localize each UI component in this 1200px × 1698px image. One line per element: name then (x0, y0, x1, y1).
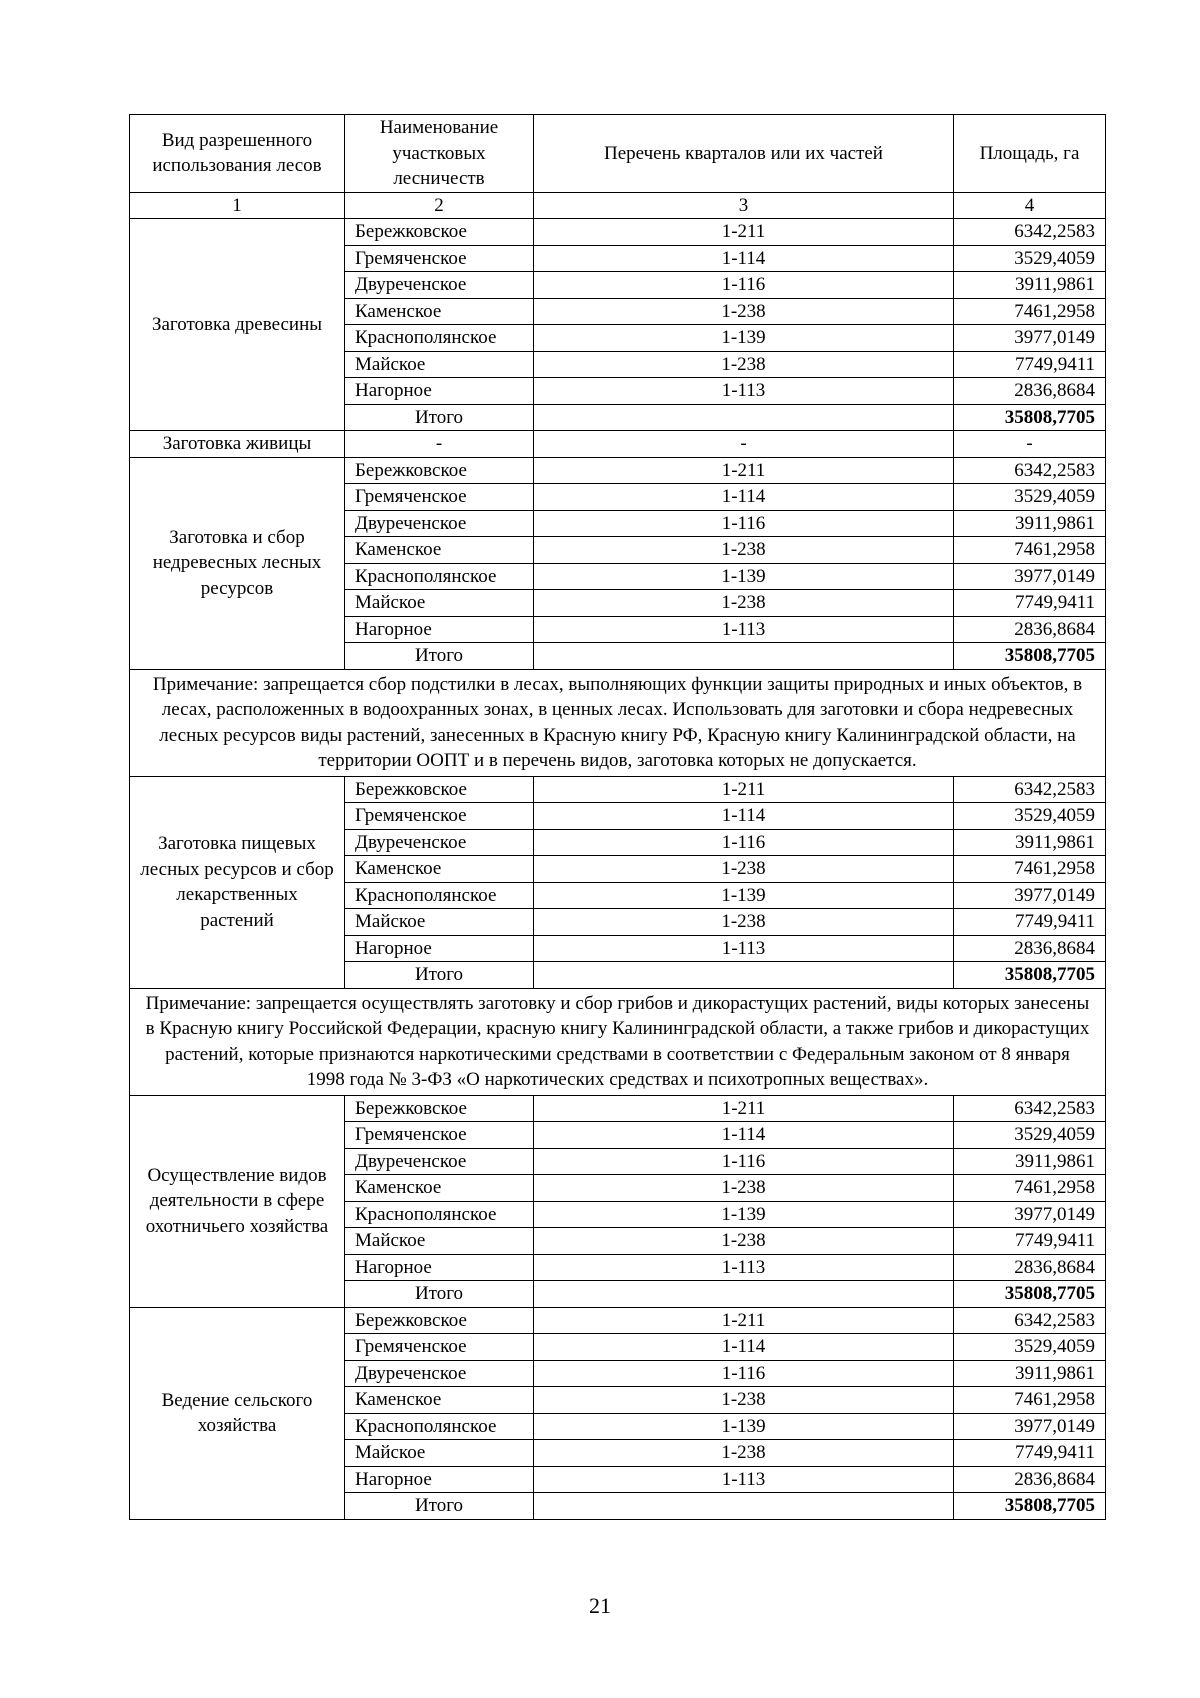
area: 3911,9861 (954, 272, 1106, 299)
forestry-name: Гремяченское (345, 1122, 534, 1149)
quarters: 1-114 (534, 484, 954, 511)
quarters: 1-116 (534, 1148, 954, 1175)
forestry-name: Двуреченское (345, 1148, 534, 1175)
total-label: Итого (345, 962, 534, 989)
quarters: 1-211 (534, 219, 954, 246)
empty-cell (534, 1493, 954, 1520)
quarters: 1-113 (534, 935, 954, 962)
area: 3911,9861 (954, 1148, 1106, 1175)
quarters: 1-113 (534, 378, 954, 405)
land-use-type: Заготовка живицы (130, 431, 345, 458)
land-use-type: Заготовка древесины (130, 219, 345, 431)
area: 2836,8684 (954, 935, 1106, 962)
area: 3529,4059 (954, 245, 1106, 272)
area: 3977,0149 (954, 882, 1106, 909)
quarters: 1-238 (534, 909, 954, 936)
forestry-name: Каменское (345, 856, 534, 883)
quarters: 1-139 (534, 1201, 954, 1228)
table-row (130, 431, 1106, 458)
quarters: 1-114 (534, 803, 954, 830)
quarters: 1-238 (534, 537, 954, 564)
quarters: 1-116 (534, 829, 954, 856)
land-use-type: Ведение сельского хозяйства (130, 1307, 345, 1519)
forestry-name: Каменское (345, 298, 534, 325)
area: 7749,9411 (954, 909, 1106, 936)
forestry-name: Майское (345, 590, 534, 617)
forestry-name: Гремяченское (345, 484, 534, 511)
forestry-name: Майское (345, 1228, 534, 1255)
empty-cell (534, 404, 954, 431)
area: 6342,2583 (954, 1095, 1106, 1122)
area: 3977,0149 (954, 325, 1106, 352)
forestry-name: Каменское (345, 537, 534, 564)
table-row (130, 1095, 1106, 1122)
forestry-name: Краснополянское (345, 325, 534, 352)
table-row (130, 1307, 1106, 1334)
quarters: 1-114 (534, 1334, 954, 1361)
forestry-name: Нагорное (345, 1466, 534, 1493)
column-header: Вид разрешенного использования лесов (130, 115, 345, 193)
area: 2836,8684 (954, 1254, 1106, 1281)
forestry-name: Бережковское (345, 457, 534, 484)
land-use-type: Заготовка и сбор недревесных лесных ресурсов (130, 457, 345, 669)
area: 3529,4059 (954, 484, 1106, 511)
area: 7461,2958 (954, 1387, 1106, 1414)
quarters: 1-238 (534, 856, 954, 883)
area: 6342,2583 (954, 1307, 1106, 1334)
land-use-table (129, 114, 1106, 1520)
quarters: 1-113 (534, 1466, 954, 1493)
empty-cell (534, 643, 954, 670)
quarters: 1-238 (534, 351, 954, 378)
forestry-name: Бережковское (345, 1095, 534, 1122)
column-header: Наименование участковых лесничеств (345, 115, 534, 193)
quarters: 1-238 (534, 1440, 954, 1467)
total-area: 35808,7705 (954, 1493, 1106, 1520)
area: 3529,4059 (954, 1334, 1106, 1361)
forestry-name: Двуреченское (345, 829, 534, 856)
column-number: 1 (130, 192, 345, 219)
area: - (954, 431, 1106, 458)
table-row (130, 776, 1106, 803)
quarters: 1-238 (534, 590, 954, 617)
quarters: 1-238 (534, 1387, 954, 1414)
land-use-type: Осуществление видов деятельности в сфере охотничьего хозяйства (130, 1095, 345, 1307)
column-number: 3 (534, 192, 954, 219)
area: 3977,0149 (954, 1413, 1106, 1440)
forestry-name: Майское (345, 351, 534, 378)
table-row (130, 219, 1106, 246)
area: 3977,0149 (954, 563, 1106, 590)
forestry-name: Нагорное (345, 616, 534, 643)
note-row (130, 988, 1106, 1095)
forestry-name: Каменское (345, 1387, 534, 1414)
forestry-name: Двуреченское (345, 272, 534, 299)
column-number-row (130, 192, 1106, 219)
area: 6342,2583 (954, 219, 1106, 246)
area: 3911,9861 (954, 829, 1106, 856)
forestry-name: Краснополянское (345, 882, 534, 909)
column-number: 4 (954, 192, 1106, 219)
forestry-name: Краснополянское (345, 563, 534, 590)
area: 7749,9411 (954, 590, 1106, 617)
quarters: 1-238 (534, 1175, 954, 1202)
empty-cell (534, 1281, 954, 1308)
area: 2836,8684 (954, 378, 1106, 405)
quarters: 1-139 (534, 1413, 954, 1440)
section-note: Примечание: запрещается сбор подстилки в лесах, выполняющих функции защиты природных и иных объектов, в лесах, расположенных в водоохранных зонах, в ценных лесах. Использовать для заготовки и сбора недревесных лесных ресурсов виды растений, занесенных в Красную книгу РФ, Красную книгу Калининградской области, на территории ООПТ и в перечень видов, заготовка которых не допускается. (130, 669, 1106, 776)
forestry-name: - (345, 431, 534, 458)
total-area: 35808,7705 (954, 643, 1106, 670)
area: 7749,9411 (954, 1440, 1106, 1467)
forestry-name: Майское (345, 909, 534, 936)
page-number: 21 (589, 1593, 611, 1618)
quarters: 1-114 (534, 1122, 954, 1149)
quarters: 1-238 (534, 298, 954, 325)
forestry-name: Бережковское (345, 219, 534, 246)
area: 7749,9411 (954, 1228, 1106, 1255)
area: 3529,4059 (954, 803, 1106, 830)
forestry-name: Краснополянское (345, 1201, 534, 1228)
area: 3911,9861 (954, 1360, 1106, 1387)
quarters: 1-211 (534, 1095, 954, 1122)
quarters: 1-114 (534, 245, 954, 272)
area: 3529,4059 (954, 1122, 1106, 1149)
quarters: 1-113 (534, 1254, 954, 1281)
quarters: 1-211 (534, 457, 954, 484)
quarters: 1-116 (534, 272, 954, 299)
forestry-name: Нагорное (345, 935, 534, 962)
quarters: 1-238 (534, 1228, 954, 1255)
forestry-name: Гремяченское (345, 1334, 534, 1361)
quarters: 1-116 (534, 510, 954, 537)
forestry-name: Гремяченское (345, 245, 534, 272)
column-number: 2 (345, 192, 534, 219)
note-row (130, 669, 1106, 776)
area: 7461,2958 (954, 1175, 1106, 1202)
section-note: Примечание: запрещается осуществлять заготовку и сбор грибов и дикорастущих растений, виды которых занесены в Красную книгу Российской Федерации, красную книгу Калининградской области, а также грибов и дикорастущих растений, которые признаются наркотическими средствами в соответствии с Федеральным законом от 8 января 1998 года № 3-ФЗ «О наркотических средствах и психотропных веществах». (130, 988, 1106, 1095)
quarters: 1-113 (534, 616, 954, 643)
forestry-name: Двуреченское (345, 510, 534, 537)
area: 7749,9411 (954, 351, 1106, 378)
total-label: Итого (345, 1281, 534, 1308)
table-row (130, 457, 1106, 484)
area: 3911,9861 (954, 510, 1106, 537)
total-area: 35808,7705 (954, 1281, 1106, 1308)
quarters: 1-116 (534, 1360, 954, 1387)
forestry-name: Гремяченское (345, 803, 534, 830)
column-header: Перечень кварталов или их частей (534, 115, 954, 193)
total-area: 35808,7705 (954, 404, 1106, 431)
quarters: 1-139 (534, 325, 954, 352)
area: 6342,2583 (954, 457, 1106, 484)
land-use-type: Заготовка пищевых лесных ресурсов и сбор лекарственных растений (130, 776, 345, 988)
forestry-name: Каменское (345, 1175, 534, 1202)
forestry-name: Нагорное (345, 378, 534, 405)
quarters: 1-139 (534, 882, 954, 909)
total-label: Итого (345, 643, 534, 670)
total-label: Итого (345, 404, 534, 431)
forestry-name: Майское (345, 1440, 534, 1467)
area: 7461,2958 (954, 856, 1106, 883)
area: 6342,2583 (954, 776, 1106, 803)
total-label: Итого (345, 1493, 534, 1520)
area: 7461,2958 (954, 537, 1106, 564)
area: 3977,0149 (954, 1201, 1106, 1228)
header-row (130, 115, 1106, 193)
forestry-name: Бережковское (345, 776, 534, 803)
quarters: 1-139 (534, 563, 954, 590)
column-header: Площадь, га (954, 115, 1106, 193)
empty-cell (534, 962, 954, 989)
forestry-name: Краснополянское (345, 1413, 534, 1440)
forestry-name: Бережковское (345, 1307, 534, 1334)
quarters: 1-211 (534, 1307, 954, 1334)
quarters: 1-211 (534, 776, 954, 803)
quarters: - (534, 431, 954, 458)
forestry-name: Двуреченское (345, 1360, 534, 1387)
area: 2836,8684 (954, 616, 1106, 643)
forestry-name: Нагорное (345, 1254, 534, 1281)
area: 7461,2958 (954, 298, 1106, 325)
area: 2836,8684 (954, 1466, 1106, 1493)
total-area: 35808,7705 (954, 962, 1106, 989)
